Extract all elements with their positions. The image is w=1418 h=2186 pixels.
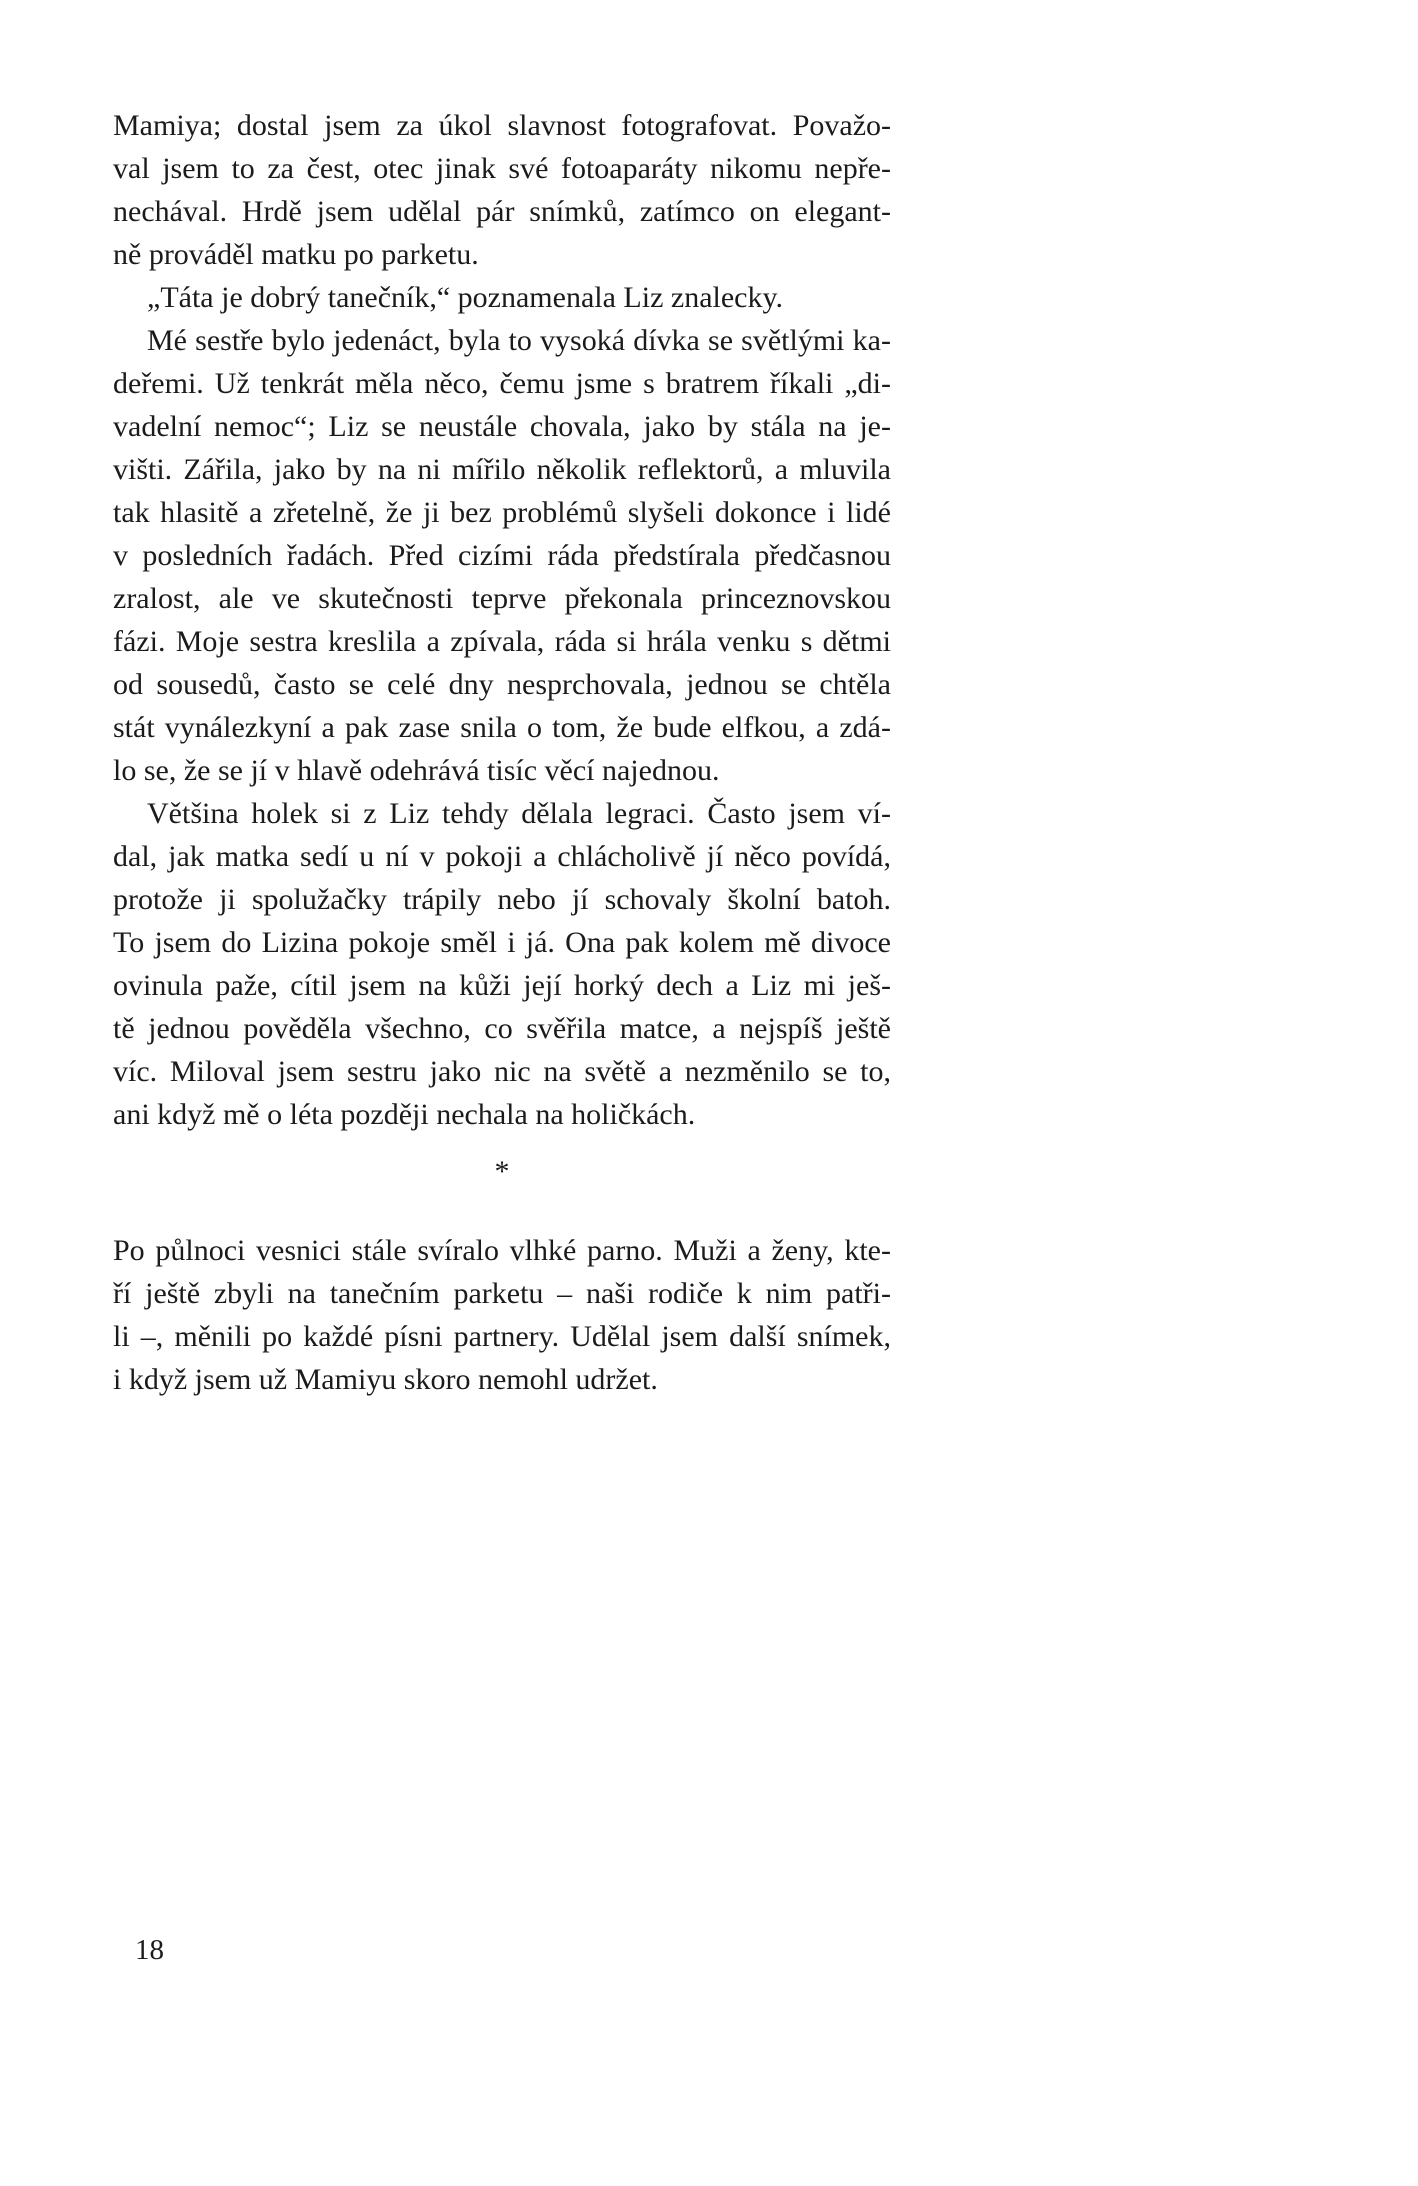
text-line: „Táta je dobrý tanečník,“ poznamenala Liz znalecky. xyxy=(147,281,784,314)
text-line: tak hlasitě a zřetelně, že ji bez problémů slyšeli dokonce i lidé xyxy=(113,496,891,529)
text-block xyxy=(113,104,891,1401)
text-line: dal, jak matka sedí u ní v pokoji a chlácholivě jí něco povídá, xyxy=(113,840,891,873)
text-line: Mamiya; dostal jsem za úkol slavnost fotografovat. Považo- xyxy=(113,109,891,142)
paragraph xyxy=(113,792,891,1136)
text-line: ně prováděl matku po parketu. xyxy=(113,238,479,271)
text-line: nechával. Hrdě jsem udělal pár snímků, zatímco on elegant- xyxy=(113,195,891,228)
section-separator: * xyxy=(494,1155,510,1188)
text-line: lo se, že se jí v hlavě odehrává tisíc věcí najednou. xyxy=(113,754,720,787)
paragraph xyxy=(113,1229,891,1401)
text-line: stát vynálezkyní a pak zase snila o tom, že bude elfkou, a zdá- xyxy=(113,711,891,744)
text-line: od sousedů, často se celé dny nesprchovala, jednou se chtěla xyxy=(113,668,891,701)
text-line: ani když mě o léta později nechala na holičkách. xyxy=(113,1098,696,1131)
text-line: víc. Miloval jsem sestru jako nic na světě a nezměnilo se to, xyxy=(113,1055,891,1088)
text-line: ovinula paže, cítil jsem na kůži její horký dech a Liz mi ješ- xyxy=(113,969,891,1002)
text-line: li –, měnili po každé písni partnery. Udělal jsem další snímek, xyxy=(113,1320,891,1353)
text-line: vadelní nemoc“; Liz se neustále chovala, jako by stála na je- xyxy=(113,410,891,443)
text-line: zralost, ale ve skutečnosti teprve překonala princeznovskou xyxy=(113,582,891,615)
text-line: fázi. Moje sestra kreslila a zpívala, ráda si hrála venku s dětmi xyxy=(113,625,891,658)
text-line: višti. Zářila, jako by na ni mířilo několik reflektorů, a mluvila xyxy=(113,453,891,486)
paragraph xyxy=(113,104,891,276)
text-line: To jsem do Lizina pokoje směl i já. Ona pak kolem mě divoce xyxy=(113,926,891,959)
paragraph xyxy=(113,319,891,792)
text-line: val jsem to za čest, otec jinak své fotoaparáty nikomu nepře- xyxy=(113,152,891,185)
text-line: Po půlnoci vesnici stále svíralo vlhké parno. Muži a ženy, kte- xyxy=(113,1234,891,1267)
text-line: v posledních řadách. Před cizími ráda předstírala předčasnou xyxy=(113,539,891,572)
text-line: deřemi. Už tenkrát měla něco, čemu jsme s bratrem říkali „di- xyxy=(113,367,891,400)
text-line: protože ji spolužačky trápily nebo jí schovaly školní batoh. xyxy=(113,883,891,916)
paragraph xyxy=(113,276,891,319)
text-line: Většina holek si z Liz tehdy dělala legraci. Často jsem ví- xyxy=(147,797,891,830)
text-line: ří ještě zbyli na tanečním parketu – naši rodiče k nim patři- xyxy=(113,1277,891,1310)
text-line: Mé sestře bylo jedenáct, byla to vysoká dívka se světlými ka- xyxy=(147,324,891,357)
page-number: 18 xyxy=(135,1934,164,1966)
text-line: tě jednou pověděla všechno, co svěřila matce, a nejspíš ještě xyxy=(113,1012,891,1045)
text-line: i když jsem už Mamiyu skoro nemohl udržet. xyxy=(113,1363,658,1396)
